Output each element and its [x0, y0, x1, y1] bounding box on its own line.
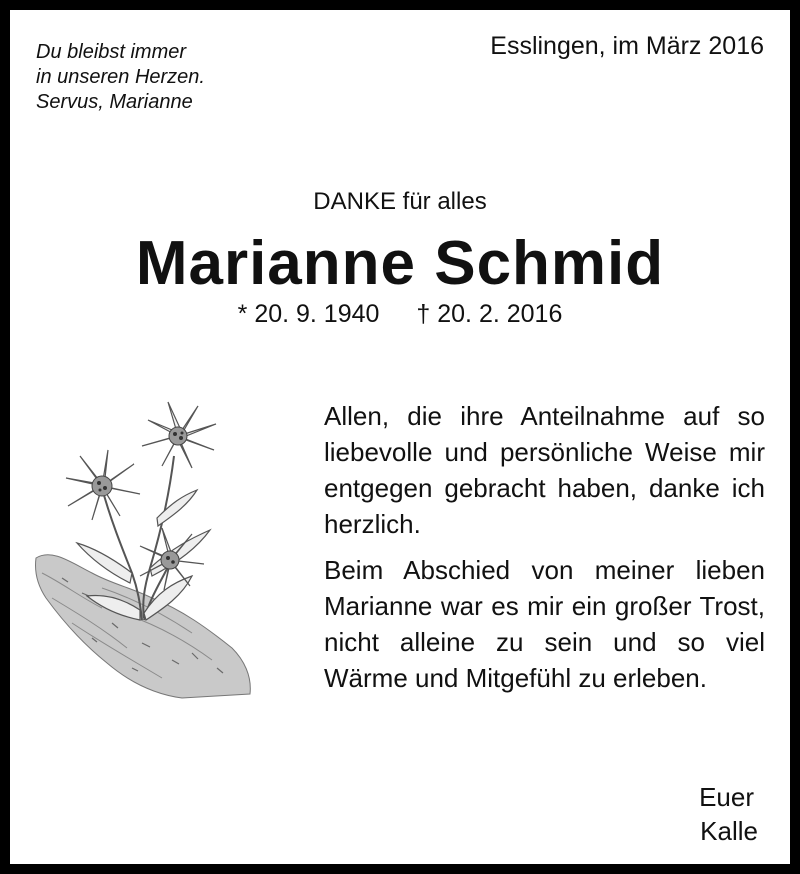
death-date: † 20. 2. 2016: [416, 300, 563, 328]
thanks-message: [324, 398, 765, 706]
motto-line-3: Servus, Marianne: [36, 91, 193, 113]
motto-line-2: in unseren Herzen.: [36, 66, 205, 88]
signature: [600, 780, 764, 848]
signature-greeting: Euer: [699, 782, 754, 812]
life-dates: [0, 300, 800, 329]
birth-date: * 20. 9. 1940: [237, 300, 380, 328]
edelweiss-illustration: [32, 398, 254, 700]
message-paragraph-2: Beim Abschied von meiner lieben Marianne war es mir ein großer Trost, nicht alleine zu sein und so viel Wärme und Mitgefühl zu erleben.: [324, 555, 765, 693]
motto: [36, 40, 205, 115]
deceased-name: Marianne Schmid: [135, 229, 665, 298]
motto-line-1: Du bleibst immer: [36, 41, 187, 63]
place-date: Esslingen, im März 2016: [490, 32, 764, 60]
message-paragraph-1: Allen, die ihre Anteilnahme auf so liebevolle und persönliche Weise mir entgegen gebracht haben, danke ich herzlich.: [324, 401, 765, 539]
thanks-heading: DANKE für alles: [313, 188, 487, 215]
signature-name: Kalle: [700, 816, 758, 846]
